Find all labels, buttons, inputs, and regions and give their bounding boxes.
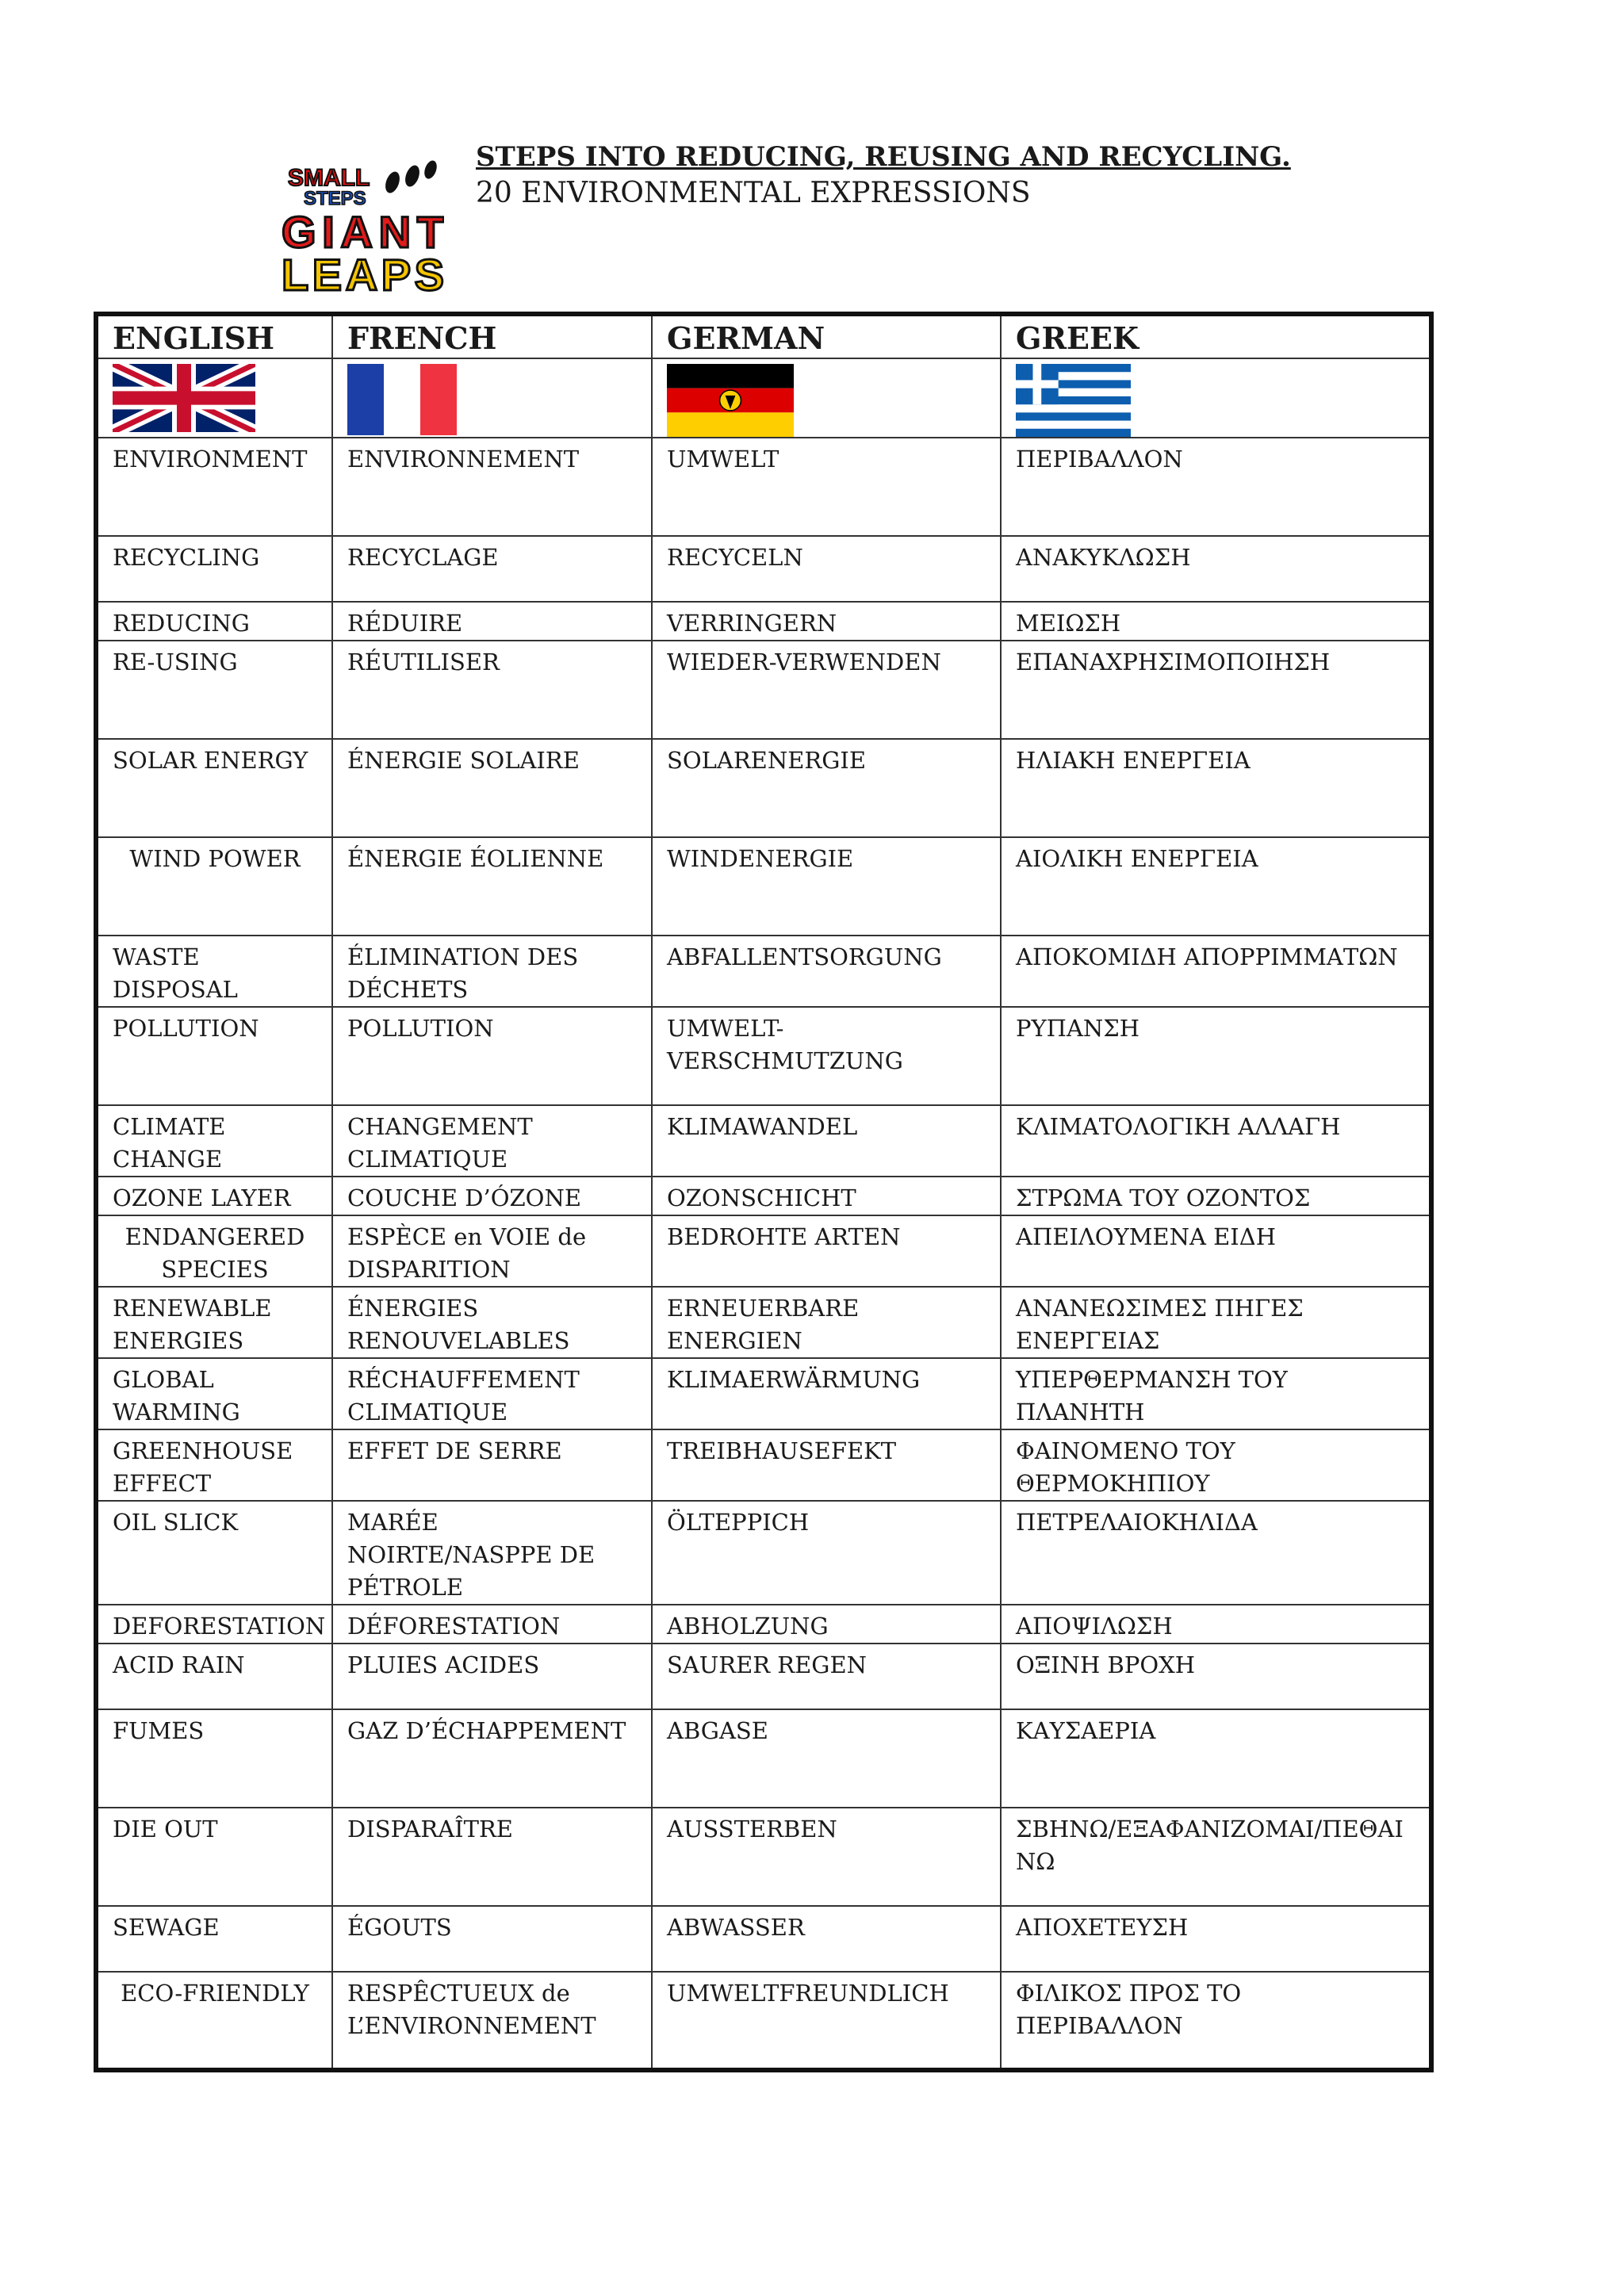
cell-greek: ΡΥΠΑΝΣΗ: [1001, 1007, 1431, 1105]
cell-french: DÉFORESTATION: [332, 1605, 652, 1644]
cell-german: ABWASSER: [652, 1906, 1001, 1972]
column-header-german: GERMAN: [652, 314, 1001, 358]
table-row: [96, 438, 1431, 536]
table-row: [96, 536, 1431, 602]
table-row: [96, 1808, 1431, 1906]
vocabulary-table: [94, 312, 1434, 2072]
flag-row: [96, 358, 1431, 438]
cell-english: ECO-FRIENDLY: [96, 1972, 332, 2070]
cell-greek: ΗΛΙΑΚΗ ΕΝΕΡΓΕΙΑ: [1001, 739, 1431, 837]
cell-english: OZONE LAYER: [96, 1177, 332, 1215]
cell-greek: ΚΑΥΣΑΕΡΙΑ: [1001, 1709, 1431, 1808]
cell-french: RÉUTILISER: [332, 641, 652, 739]
cell-greek: ΦΑΙΝΟΜΕΝΟ ΤΟΥ ΘΕΡΜΟΚΗΠΙΟΥ: [1001, 1429, 1431, 1501]
cell-french: POLLUTION: [332, 1007, 652, 1105]
cell-german: UMWELTFREUNDLICH: [652, 1972, 1001, 2070]
cell-greek: ΣΒΗΝΩ/ΕΞΑΦΑΝΙΖΟΜΑΙ/ΠΕΘΑΙΝΩ: [1001, 1808, 1431, 1906]
cell-french: MARÉE NOIRTE/NASPPE DE PÉTROLE: [332, 1501, 652, 1605]
cell-german: ÖLTEPPICH: [652, 1501, 1001, 1605]
cell-greek: ΥΠΕΡΘΕΡΜΑΝΣΗ ΤΟΥ ΠΛΑΝΗΤΗ: [1001, 1358, 1431, 1429]
table-row: [96, 1429, 1431, 1501]
cell-french: RESPÊCTUEUX de L’ENVIRONNEMENT: [332, 1972, 652, 2070]
table-row: [96, 602, 1431, 641]
column-header-english: ENGLISH: [96, 314, 332, 358]
cell-english: ENVIRONMENT: [96, 438, 332, 536]
cell-english: DEFORESTATION: [96, 1605, 332, 1644]
flag-cell-french: [332, 358, 652, 438]
flag-cell-english: [96, 358, 332, 438]
cell-french: RÉCHAUFFEMENT CLIMATIQUE: [332, 1358, 652, 1429]
logo-text-leaps: LEAPS: [282, 250, 444, 293]
table-row: [96, 1605, 1431, 1644]
page-subtitle: 20 ENVIRONMENTAL EXPRESSIONS: [476, 177, 1031, 209]
cell-english: WIND POWER: [96, 837, 332, 936]
cell-greek: ΠΕΤΡΕΛΑΙΟΚΗΛΙΔΑ: [1001, 1501, 1431, 1605]
cell-english: FUMES: [96, 1709, 332, 1808]
cell-english: POLLUTION: [96, 1007, 332, 1105]
cell-english: ENDANGERED SPECIES: [96, 1215, 332, 1287]
cell-greek: ΦΙΛΙΚΟΣ ΠΡΟΣ ΤΟ ΠΕΡΙΒΑΛΛΟΝ: [1001, 1972, 1431, 2070]
cell-english: SOLAR ENERGY: [96, 739, 332, 837]
cell-german: UMWELT: [652, 438, 1001, 536]
cell-french: GAZ D’ÉCHAPPEMENT: [332, 1709, 652, 1808]
table-row: [96, 1501, 1431, 1605]
table-row: [96, 1177, 1431, 1215]
cell-greek: ΑΠΟΨΙΛΩΣΗ: [1001, 1605, 1431, 1644]
germany-flag-icon: [667, 364, 794, 437]
cell-english: ACID RAIN: [96, 1644, 332, 1709]
table-row: [96, 837, 1431, 936]
greece-flag-icon: [1016, 364, 1131, 437]
flag-cell-greek: [1001, 358, 1431, 438]
logo-text-steps: STEPS: [304, 188, 366, 209]
cell-english: GREENHOUSE EFFECT: [96, 1429, 332, 1501]
cell-german: OZONSCHICHT: [652, 1177, 1001, 1215]
cell-greek: ΣΤΡΩΜΑ ΤΟΥ ΟΖΟΝΤΟΣ: [1001, 1177, 1431, 1215]
page-title: STEPS INTO REDUCING, REUSING AND RECYCLING.: [476, 141, 1291, 173]
table-row: [96, 1287, 1431, 1358]
cell-greek: ΑΙΟΛΙΚΗ ΕΝΕΡΓΕΙΑ: [1001, 837, 1431, 936]
cell-english: CLIMATE CHANGE: [96, 1105, 332, 1177]
cell-greek: ΜΕΙΩΣΗ: [1001, 602, 1431, 641]
cell-english: SEWAGE: [96, 1906, 332, 1972]
cell-german: KLIMAERWÄRMUNG: [652, 1358, 1001, 1429]
logo-text-small: SMALL: [288, 165, 370, 191]
cell-german: SAURER REGEN: [652, 1644, 1001, 1709]
table-row: [96, 1007, 1431, 1105]
cell-german: WINDENERGIE: [652, 837, 1001, 936]
cell-greek: ΑΠΟΚΟΜΙΔΗ ΑΠΟΡΡΙΜΜΑΤΩΝ: [1001, 936, 1431, 1007]
title-block: [476, 140, 1291, 212]
cell-french: ÉNERGIES RENOUVELABLES: [332, 1287, 652, 1358]
flag-cell-german: [652, 358, 1001, 438]
cell-french: ÉNERGIE ÉOLIENNE: [332, 837, 652, 936]
cell-french: ÉNERGIE SOLAIRE: [332, 739, 652, 837]
logo-text-giant: GIANT: [282, 207, 444, 257]
cell-german: ABFALLENTSORGUNG: [652, 936, 1001, 1007]
cell-french: RÉDUIRE: [332, 602, 652, 641]
cell-english: GLOBAL WARMING: [96, 1358, 332, 1429]
column-header-greek: GREEK: [1001, 314, 1431, 358]
table-row: [96, 641, 1431, 739]
cell-english: OIL SLICK: [96, 1501, 332, 1605]
footprints-icon: [383, 159, 439, 195]
cell-french: COUCHE D’ÓZONE: [332, 1177, 652, 1215]
column-header-french: FRENCH: [332, 314, 652, 358]
cell-german: ABGASE: [652, 1709, 1001, 1808]
cell-french: ÉGOUTS: [332, 1906, 652, 1972]
cell-english: RE-USING: [96, 641, 332, 739]
uk-flag-icon: [113, 364, 255, 432]
cell-greek: ΠΕΡΙΒΑΛΛΟΝ: [1001, 438, 1431, 536]
cell-greek: ΚΛΙΜΑΤΟΛΟΓΙΚΗ ΑΛΛΑΓΗ: [1001, 1105, 1431, 1177]
cell-greek: ΑΠΟΧΕΤΕΥΣΗ: [1001, 1906, 1431, 1972]
cell-french: ÉLIMINATION DES DÉCHETS: [332, 936, 652, 1007]
table-row: [96, 1215, 1431, 1287]
cell-german: AUSSTERBEN: [652, 1808, 1001, 1906]
cell-german: SOLARENERGIE: [652, 739, 1001, 837]
table-row: [96, 1358, 1431, 1429]
cell-german: RECYCELN: [652, 536, 1001, 602]
table-row: [96, 1709, 1431, 1808]
cell-german: KLIMAWANDEL: [652, 1105, 1001, 1177]
small-steps-giant-leaps-logo: [282, 159, 444, 293]
cell-greek: ΟΞΙΝΗ ΒΡΟΧΗ: [1001, 1644, 1431, 1709]
cell-greek: ΑΝΑΝΕΩΣΙΜΕΣ ΠΗΓΕΣ ΕΝΕΡΓΕΙΑΣ: [1001, 1287, 1431, 1358]
cell-french: RECYCLAGE: [332, 536, 652, 602]
header-row: [96, 314, 1431, 358]
cell-french: ENVIRONNEMENT: [332, 438, 652, 536]
cell-english: DIE OUT: [96, 1808, 332, 1906]
cell-english: WASTE DISPOSAL: [96, 936, 332, 1007]
cell-german: VERRINGERN: [652, 602, 1001, 641]
cell-greek: ΕΠΑΝΑΧΡΗΣΙΜΟΠΟΙΗΣΗ: [1001, 641, 1431, 739]
table-row: [96, 936, 1431, 1007]
cell-french: DISPARAÎTRE: [332, 1808, 652, 1906]
cell-german: TREIBHAUSEFEKT: [652, 1429, 1001, 1501]
cell-english: RECYCLING: [96, 536, 332, 602]
cell-german: WIEDER-VERWENDEN: [652, 641, 1001, 739]
table-row: [96, 1644, 1431, 1709]
france-flag-icon: [347, 364, 457, 435]
table-row: [96, 1105, 1431, 1177]
cell-german: BEDROHTE ARTEN: [652, 1215, 1001, 1287]
cell-german: UMWELT-VERSCHMUTZUNG: [652, 1007, 1001, 1105]
cell-greek: ΑΝΑΚΥΚΛΩΣΗ: [1001, 536, 1431, 602]
cell-greek: ΑΠΕΙΛΟΥΜΕΝΑ ΕΙΔΗ: [1001, 1215, 1431, 1287]
cell-german: ABHOLZUNG: [652, 1605, 1001, 1644]
cell-english: RENEWABLE ENERGIES: [96, 1287, 332, 1358]
table-row: [96, 1972, 1431, 2070]
cell-french: CHANGEMENT CLIMATIQUE: [332, 1105, 652, 1177]
cell-english: REDUCING: [96, 602, 332, 641]
cell-french: ESPÈCE en VOIE de DISPARITION: [332, 1215, 652, 1287]
cell-french: PLUIES ACIDES: [332, 1644, 652, 1709]
cell-french: EFFET DE SERRE: [332, 1429, 652, 1501]
table-row: [96, 739, 1431, 837]
cell-german: ERNEUERBARE ENERGIEN: [652, 1287, 1001, 1358]
table-row: [96, 1906, 1431, 1972]
